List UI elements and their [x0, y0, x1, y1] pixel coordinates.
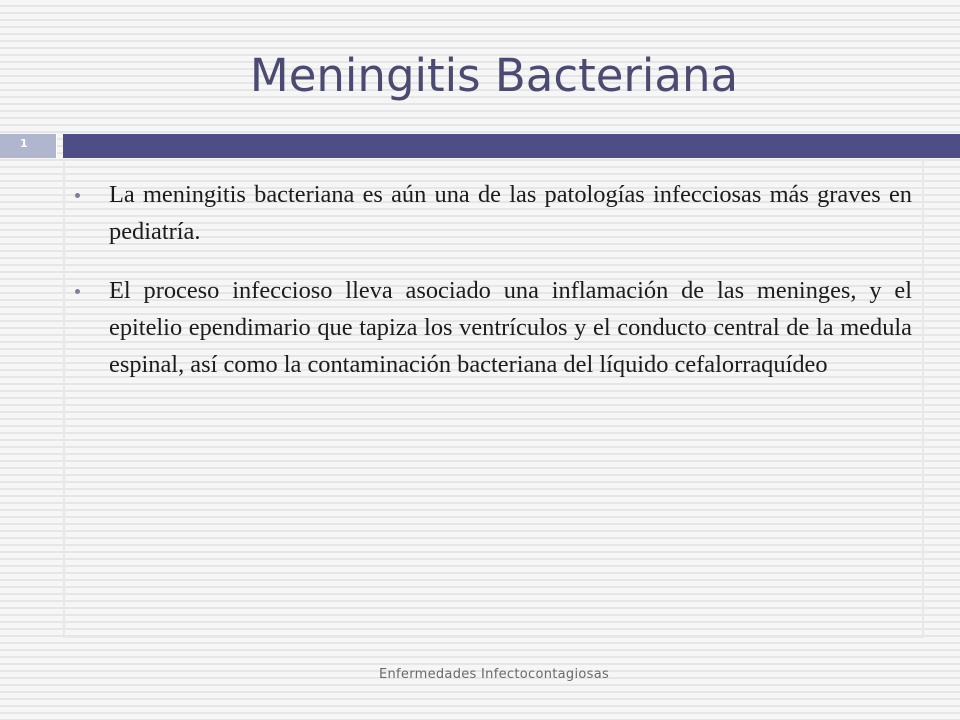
bullet-list: [75, 176, 912, 405]
slide-number: 1: [20, 137, 28, 150]
title-bar: [63, 134, 960, 158]
bullet-icon: [75, 193, 80, 198]
bullet-text: La meningitis bacteriana es aún una de las patologías infecciosas más graves en pediatría.: [109, 181, 912, 245]
bullet-item: [75, 176, 912, 250]
bullet-text: El proceso infeccioso lleva asociado una inflamación de las meninges, y el epitelio ependimario que tapiza los ventrículos y el conducto central de la medula espinal, así como la contaminación bacteriana del líquido cefalorraquídeo: [109, 277, 912, 378]
slide-number-box: [0, 134, 57, 158]
bullet-item: [75, 272, 912, 383]
bullet-icon: [75, 289, 80, 294]
slide-title: Meningitis Bacteriana: [249, 49, 739, 102]
footer-text: Enfermedades Infectocontagiosas: [378, 667, 610, 682]
